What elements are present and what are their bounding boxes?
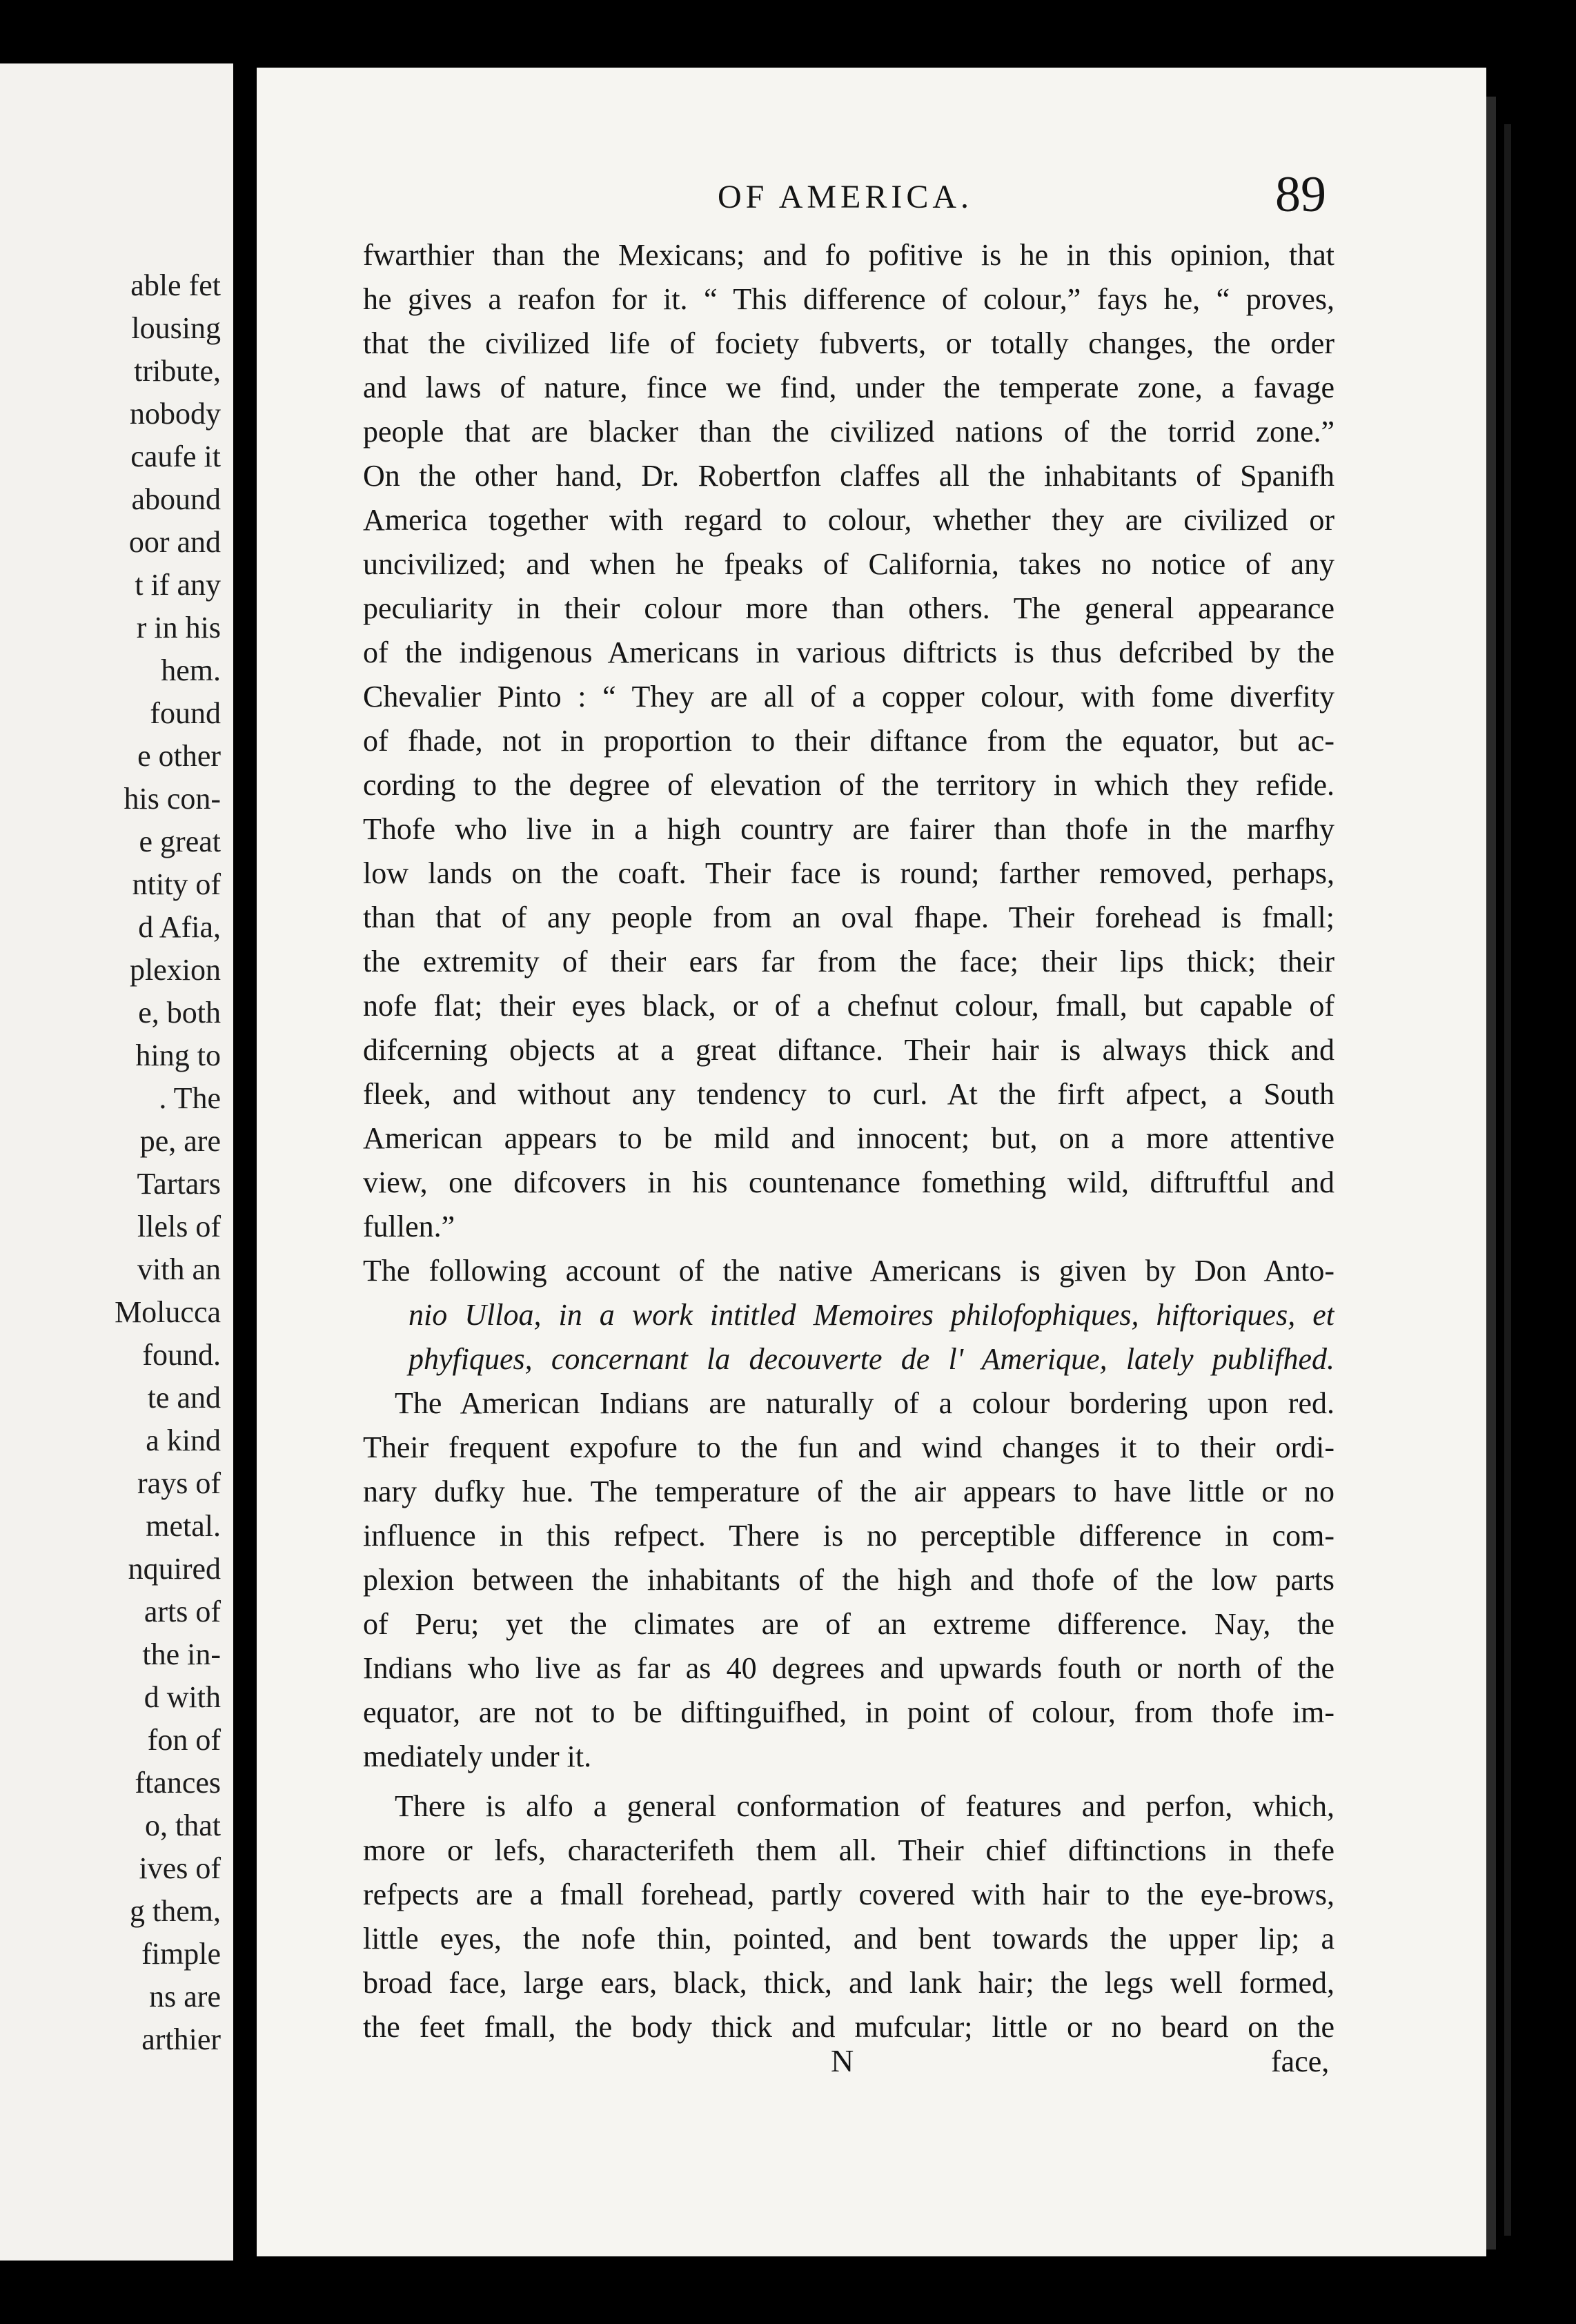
prev-page-fragment: d with	[144, 1680, 221, 1714]
text-line: the feet fmall, the body thick and mufcular; little or no beard on the	[363, 2010, 1334, 2044]
prev-page-fragment: the in-	[142, 1637, 221, 1671]
text-line: difcerning objects at a great diftance. Their hair is always thick and	[363, 1033, 1334, 1067]
running-head: OF AMERICA.	[718, 179, 974, 215]
prev-page-fragment: plexion	[130, 953, 221, 987]
text-line: influence in this refpect. There is no perceptible difference in com-	[363, 1519, 1334, 1553]
prev-page-fragment: able fet	[130, 268, 221, 302]
prev-page-fragment: fimple	[141, 1937, 221, 1971]
catchword: face,	[1271, 2045, 1330, 2078]
prev-page-fragment: tribute,	[134, 354, 221, 388]
text-line: broad face, large ears, black, thick, and lank hair; the legs well formed,	[363, 1966, 1334, 2000]
text-line: On the other hand, Dr. Robertfon claffes all the inhabitants of Spanifh	[363, 459, 1334, 493]
previous-page	[0, 63, 233, 2261]
prev-page-fragment: g them,	[130, 1894, 221, 1928]
prev-page-fragment: a kind	[146, 1424, 221, 1457]
text-line-italic: phyfiques, concernant la decouverte de l' Amerique, lately publifhed.	[408, 1342, 1334, 1376]
text-line: refpects are a fmall forehead, partly covered with hair to the eye-brows,	[363, 1878, 1334, 1911]
text-line: than that of any people from an oval fhape. Their forehead is fmall;	[363, 900, 1334, 934]
text-line: The American Indians are naturally of a colour bordering upon red.	[395, 1386, 1334, 1420]
prev-page-fragment: found	[150, 696, 221, 730]
text-line: he gives a reafon for it. “ This difference of colour,” fays he, “ proves,	[363, 282, 1334, 316]
prev-page-fragment: ns are	[149, 1980, 221, 2013]
prev-page-fragment: r in his	[136, 611, 221, 644]
prev-page-fragment: nobody	[130, 397, 221, 431]
text-line-italic: nio Ulloa, in a work intitled Memoires philofophiques, hiftoriques, et	[408, 1298, 1334, 1332]
text-line: the extremity of their ears far from the face; their lips thick; their	[363, 945, 1334, 978]
signature-mark: N	[831, 2043, 854, 2078]
text-line: America together with regard to colour, whether they are civilized or	[363, 503, 1334, 537]
prev-page-fragment: e other	[137, 739, 221, 773]
text-line: fleek, and without any tendency to curl. At the firft afpect, a South	[363, 1077, 1334, 1111]
prev-page-fragment: found.	[142, 1338, 221, 1372]
prev-page-fragment: his con-	[124, 782, 221, 816]
prev-page-fragment: d Afia,	[138, 910, 221, 944]
text-line: mediately under it.	[363, 1740, 592, 1773]
text-line: of the indigenous Americans in various diftricts is thus defcribed by the	[363, 636, 1334, 669]
prev-page-fragment: fon of	[147, 1723, 221, 1757]
prev-page-fragment: nquired	[128, 1552, 221, 1586]
prev-page-fragment: e great	[139, 825, 221, 858]
prev-page-fragment: arts of	[144, 1595, 221, 1628]
text-line: Indians who live as far as 40 degrees and upwards fouth or north of the	[363, 1651, 1334, 1685]
text-line: peculiarity in their colour more than others. The general appearance	[363, 591, 1334, 625]
text-line: fullen.”	[363, 1210, 455, 1243]
text-line: people that are blacker than the civilized nations of the torrid zone.”	[363, 415, 1334, 449]
text-line: view, one difcovers in his countenance fomething wild, diftruftful and	[363, 1165, 1334, 1199]
prev-page-fragment: te and	[147, 1381, 221, 1415]
text-line: Chevalier Pinto : “ They are all of a copper colour, with fome diverfity	[363, 680, 1334, 713]
prev-page-fragment: rays of	[137, 1466, 221, 1500]
text-line: that the civilized life of fociety fubverts, or totally changes, the order	[363, 326, 1334, 360]
text-line: fwarthier than the Mexicans; and fo pofitive is he in this opinion, that	[363, 238, 1334, 272]
text-line: of fhade, not in proportion to their diftance from the equator, but ac-	[363, 724, 1334, 758]
text-line: equator, are not to be diftinguifhed, in point of colour, from thofe im-	[363, 1695, 1334, 1729]
text-line: Their frequent expofure to the fun and wind changes it to their ordi-	[363, 1430, 1334, 1464]
prev-page-fragment: o, that	[145, 1809, 221, 1842]
text-line: little eyes, the nofe thin, pointed, and bent towards the upper lip; a	[363, 1922, 1334, 1956]
prev-page-fragment: hing to	[135, 1038, 221, 1072]
prev-page-fragment: Tartars	[137, 1167, 221, 1201]
text-line: nofe flat; their eyes black, or of a chefnut colour, fmall, but capable of	[363, 989, 1334, 1023]
text-line: low lands on the coaft. Their face is round; farther removed, perhaps,	[363, 856, 1334, 890]
prev-page-fragment: pe, are	[139, 1124, 221, 1158]
prev-page-fragment: vith an	[137, 1252, 221, 1286]
prev-page-fragment: e, both	[138, 996, 221, 1030]
text-line: more or lefs, characterifeth them all. Their chief diftinctions in thefe	[363, 1833, 1334, 1867]
prev-page-fragment: ftances	[135, 1766, 221, 1800]
text-line: plexion between the inhabitants of the high and thofe of the low parts	[363, 1563, 1334, 1597]
text-line: and laws of nature, fince we find, under the temperate zone, a favage	[363, 371, 1334, 404]
prev-page-fragment: t if any	[135, 568, 221, 602]
prev-page-fragment: ives of	[139, 1851, 221, 1885]
prev-page-fragment: hem.	[161, 653, 221, 687]
prev-page-fragment: Molucca	[115, 1295, 221, 1329]
text-line: cording to the degree of elevation of the territory in which they refide.	[363, 768, 1334, 802]
page-edge	[1486, 97, 1496, 2249]
page-number: 89	[1275, 166, 1326, 223]
prev-page-fragment: metal.	[146, 1509, 221, 1543]
prev-page-fragment: abound	[131, 482, 221, 516]
prev-page-fragment: arthier	[141, 2022, 221, 2056]
text-line: nary dufky hue. The temperature of the air appears to have little or no	[363, 1475, 1334, 1508]
prev-page-fragment: ntity of	[132, 867, 221, 901]
text-line: uncivilized; and when he fpeaks of California, takes no notice of any	[363, 547, 1334, 581]
text-line: American appears to be mild and innocent; but, on a more attentive	[363, 1121, 1334, 1155]
text-line: Thofe who live in a high country are fairer than thofe in the marfhy	[363, 812, 1334, 846]
prev-page-fragment: . The	[159, 1081, 221, 1115]
prev-page-fragment: oor and	[128, 525, 221, 559]
prev-page-fragment: caufe it	[130, 440, 221, 473]
page-edge-shadow	[1504, 124, 1511, 2236]
text-line: The following account of the native Americans is given by Don Anto-	[363, 1254, 1334, 1288]
prev-page-fragment: lousing	[131, 311, 221, 345]
prev-page-fragment: llels of	[137, 1210, 221, 1243]
text-line: of Peru; yet the climates are of an extreme difference. Nay, the	[363, 1607, 1334, 1641]
text-line: There is alfo a general conformation of features and perfon, which,	[395, 1789, 1334, 1823]
